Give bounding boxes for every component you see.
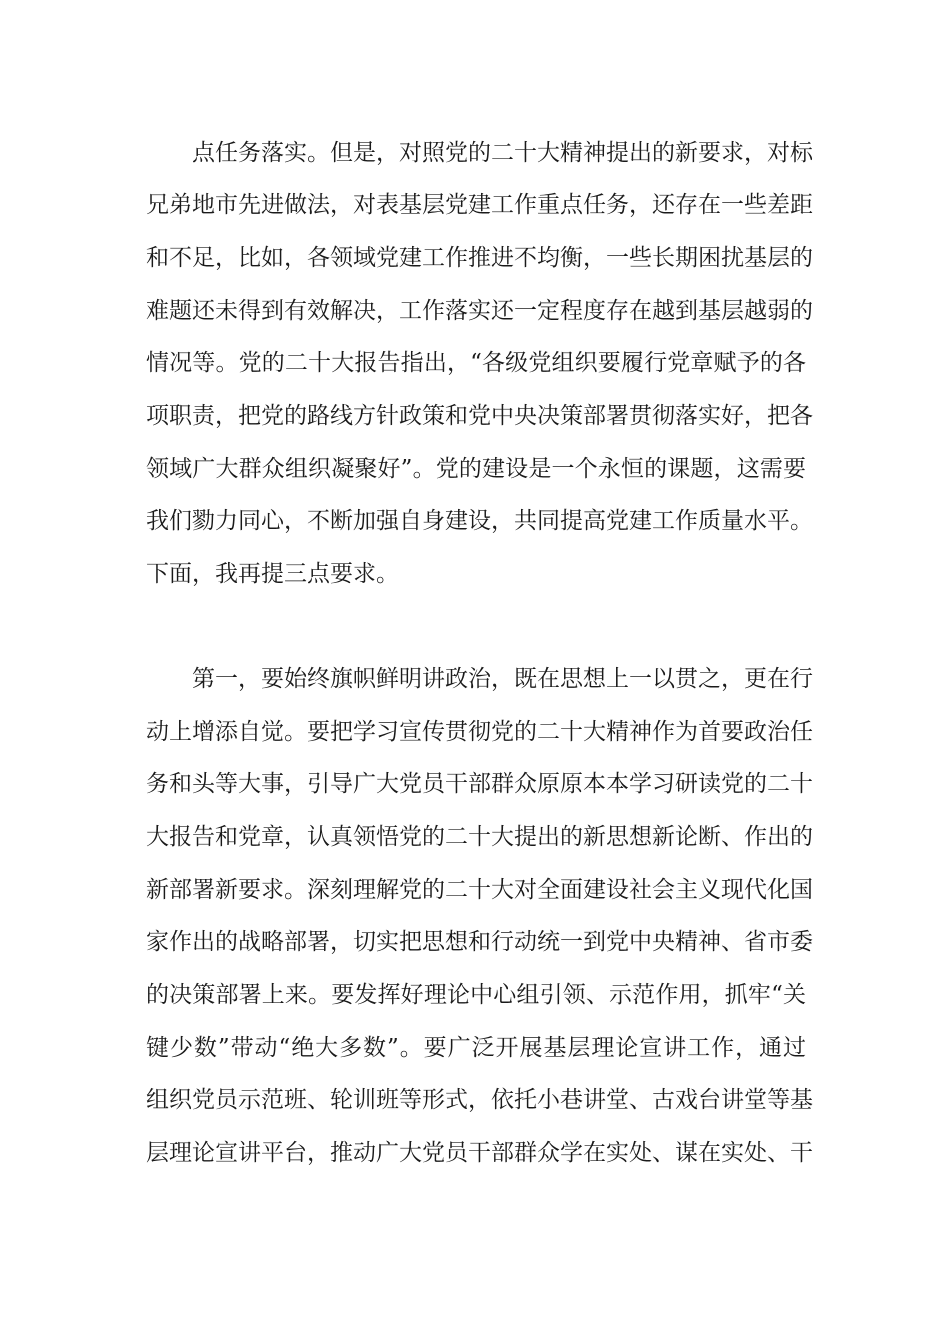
paragraph-2-line-2: 动上增添自觉。要把学习宣传贯彻党的二十大精神作为首要政治任 [146,719,813,745]
paragraph-2-line-10: 层理论宣讲平台，推动广大党员干部群众学在实处、谋在实处、干 [146,1140,813,1166]
paragraph-2-line-5: 新部署新要求。深刻理解党的二十大对全面建设社会主义现代化国 [146,877,813,903]
paragraph-1-line-5: 情况等。党的二十大报告指出，“各级党组织要履行党章赋予的各 [146,350,806,376]
paragraph-1-line-8: 我们勠力同心，不断加强自身建设，共同提高党建工作质量水平。 [146,508,813,534]
paragraph-1-line-7: 领域广大群众组织凝聚好”。党的建设是一个永恒的课题，这需要 [146,456,806,482]
paragraph-2-line-9: 组织党员示范班、轮训班等形式，依托小巷讲堂、古戏台讲堂等基 [146,1087,813,1113]
paragraph-1-line-6: 项职责，把党的路线方针政策和党中央决策部署贯彻落实好，把各 [146,403,813,429]
paragraph-2-line-8: 键少数”带动“绝大多数”。要广泛开展基层理论宣讲工作，通过 [146,1035,806,1061]
paragraph-1-line-3: 和不足，比如，各领域党建工作推进不均衡，一些长期困扰基层的 [146,245,813,271]
paragraph-2-line-6: 家作出的战略部署，切实把思想和行动统一到党中央精神、省市委 [146,929,813,955]
paragraph-2-line-1: 第一，要始终旗帜鲜明讲政治，既在思想上一以贯之，更在行 [192,666,813,692]
paragraph-1-line-9: 下面，我再提三点要求。 [146,561,399,587]
paragraph-2-line-7: 的决策部署上来。要发挥好理论中心组引领、示范作用，抓牢“关 [146,982,806,1008]
paragraph-1-line-4: 难题还未得到有效解决，工作落实还一定程度存在越到基层越弱的 [146,298,813,324]
paragraph-2-line-4: 大报告和党章，认真领悟党的二十大提出的新思想新论断、作出的 [146,824,813,850]
paragraph-1-line-2: 兄弟地市先进做法，对表基层党建工作重点任务，还存在一些差距 [146,192,813,218]
paragraph-2-line-3: 务和头等大事，引导广大党员干部群众原原本本学习研读党的二十 [146,771,813,797]
paragraph-1-line-1: 点任务落实。但是，对照党的二十大精神提出的新要求，对标 [192,140,813,166]
